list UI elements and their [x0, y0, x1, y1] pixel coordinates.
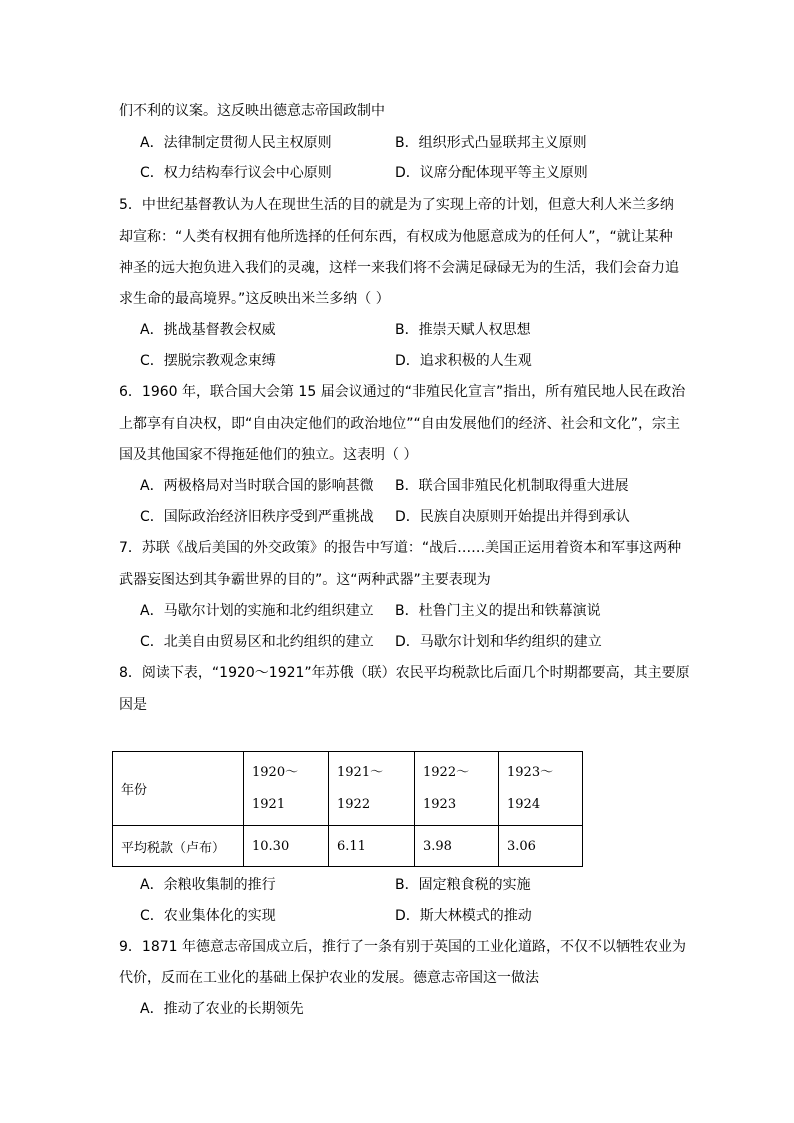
- q9-stem-line-2: 代价，反而在工业化的基础上保护农业的发展。德意志帝国这一做法: [119, 970, 539, 986]
- q5-stem-line-1: 5．中世纪基督教认为人在现世生活的目的就是为了实现上帝的计划，但意大利人米兰多纳: [119, 197, 674, 213]
- table-row: [113, 826, 583, 867]
- tax-cell: 3.06: [499, 826, 583, 867]
- year-end: 1921: [252, 796, 286, 812]
- q4-option-b: B．组织形式凸显联邦主义原则: [395, 135, 587, 151]
- year-end: 1924: [507, 796, 541, 812]
- q8-option-d: D．斯大林模式的推动: [395, 908, 532, 924]
- year-end: 1923: [423, 796, 457, 812]
- q8-stem-line-2: 因是: [119, 697, 147, 713]
- year-cell: [329, 752, 415, 826]
- q7-option-a: A．马歇尔计划的实施和北约组织建立: [140, 603, 374, 619]
- q6-option-a: A．两极格局对当时联合国的影响甚微: [140, 478, 374, 494]
- year-start: 1920～: [252, 764, 299, 780]
- year-start: 1922～: [423, 764, 470, 780]
- tax-table: [112, 751, 583, 867]
- q4-option-a: A．法律制定贯彻人民主权原则: [140, 135, 332, 151]
- q5-stem-line-4: 求生命的最高境界。”这反映出米兰多纳（ ）: [119, 291, 390, 307]
- q5-stem-line-2: 却宣称：“人类有权拥有他所选择的任何东西，有权成为他愿意成为的任何人”，“就让某种: [119, 229, 673, 245]
- q5-option-c: C．摆脱宗教观念束缚: [140, 353, 276, 369]
- q6-stem-line-2: 上都享有自决权，即“自由决定他们的政治地位”“自由发展他们的经济、社会和文化”，宗主: [119, 416, 681, 432]
- tax-cell: 6.11: [329, 826, 415, 867]
- q9-stem-line-1: 9．1871 年德意志帝国成立后，推行了一条有别于英国的工业化道路，不仅不以牺牲农业为: [119, 939, 686, 955]
- q4-stem-tail: 们不利的议案。这反映出德意志帝国政制中: [119, 103, 385, 119]
- q7-option-d: D．马歇尔计划和华约组织的建立: [395, 634, 602, 650]
- year-cell: [415, 752, 499, 826]
- q4-option-c: C．权力结构奉行议会中心原则: [140, 165, 332, 181]
- q5-option-b: B．推崇天赋人权思想: [395, 322, 531, 338]
- q5-option-d: D．追求积极的人生观: [395, 353, 532, 369]
- q8-option-b: B．固定粮食税的实施: [395, 877, 531, 893]
- q7-stem-line-2: 武器妄图达到其争霸世界的目的”。这“两种武器”主要表现为: [119, 572, 491, 588]
- q7-stem-line-1: 7．苏联《战后美国的外交政策》的报告中写道：“战后……美国正运用着资本和军事这两种: [119, 540, 682, 556]
- q7-option-b: B．杜鲁门主义的提出和铁幕演说: [395, 603, 601, 619]
- tax-cell: 10.30: [244, 826, 329, 867]
- year-cell: [499, 752, 583, 826]
- q5-option-a: A．挑战基督教会权威: [140, 322, 276, 338]
- year-cell: [244, 752, 329, 826]
- table-row: [113, 752, 583, 826]
- q8-stem-line-1: 8．阅读下表，“1920～1921”年苏俄（联）农民平均税款比后面几个时期都要高，其主要原: [119, 665, 690, 681]
- q7-option-c: C．北美自由贸易区和北约组织的建立: [140, 634, 374, 650]
- q8-option-c: C．农业集体化的实现: [140, 908, 276, 924]
- q6-option-c: C．国际政治经济旧秩序受到严重挑战: [140, 509, 374, 525]
- row-header-tax: 平均税款（卢布）: [113, 826, 244, 867]
- row-header-year: 年份: [113, 752, 244, 826]
- q6-option-d: D．民族自决原则开始提出并得到承认: [395, 509, 630, 525]
- year-start: 1923～: [507, 764, 554, 780]
- q8-option-a: A．余粮收集制的推行: [140, 877, 276, 893]
- q6-stem-line-3: 国及其他国家不得拖延他们的独立。这表明（ ）: [119, 447, 418, 463]
- q9-option-a: A．推动了农业的长期领先: [140, 1001, 304, 1017]
- tax-cell: 3.98: [415, 826, 499, 867]
- q6-stem-line-1: 6．1960 年，联合国大会第 15 届会议通过的“非殖民化宣言”指出，所有殖民地人民在政治: [119, 384, 686, 400]
- q4-option-d: D．议席分配体现平等主义原则: [395, 165, 588, 181]
- q6-option-b: B．联合国非殖民化机制取得重大进展: [395, 478, 629, 494]
- year-end: 1922: [337, 796, 371, 812]
- year-start: 1921～: [337, 764, 384, 780]
- q5-stem-line-3: 神圣的远大抱负进入我们的灵魂，这样一来我们将不会满足碌碌无为的生活，我们会奋力追: [119, 260, 679, 276]
